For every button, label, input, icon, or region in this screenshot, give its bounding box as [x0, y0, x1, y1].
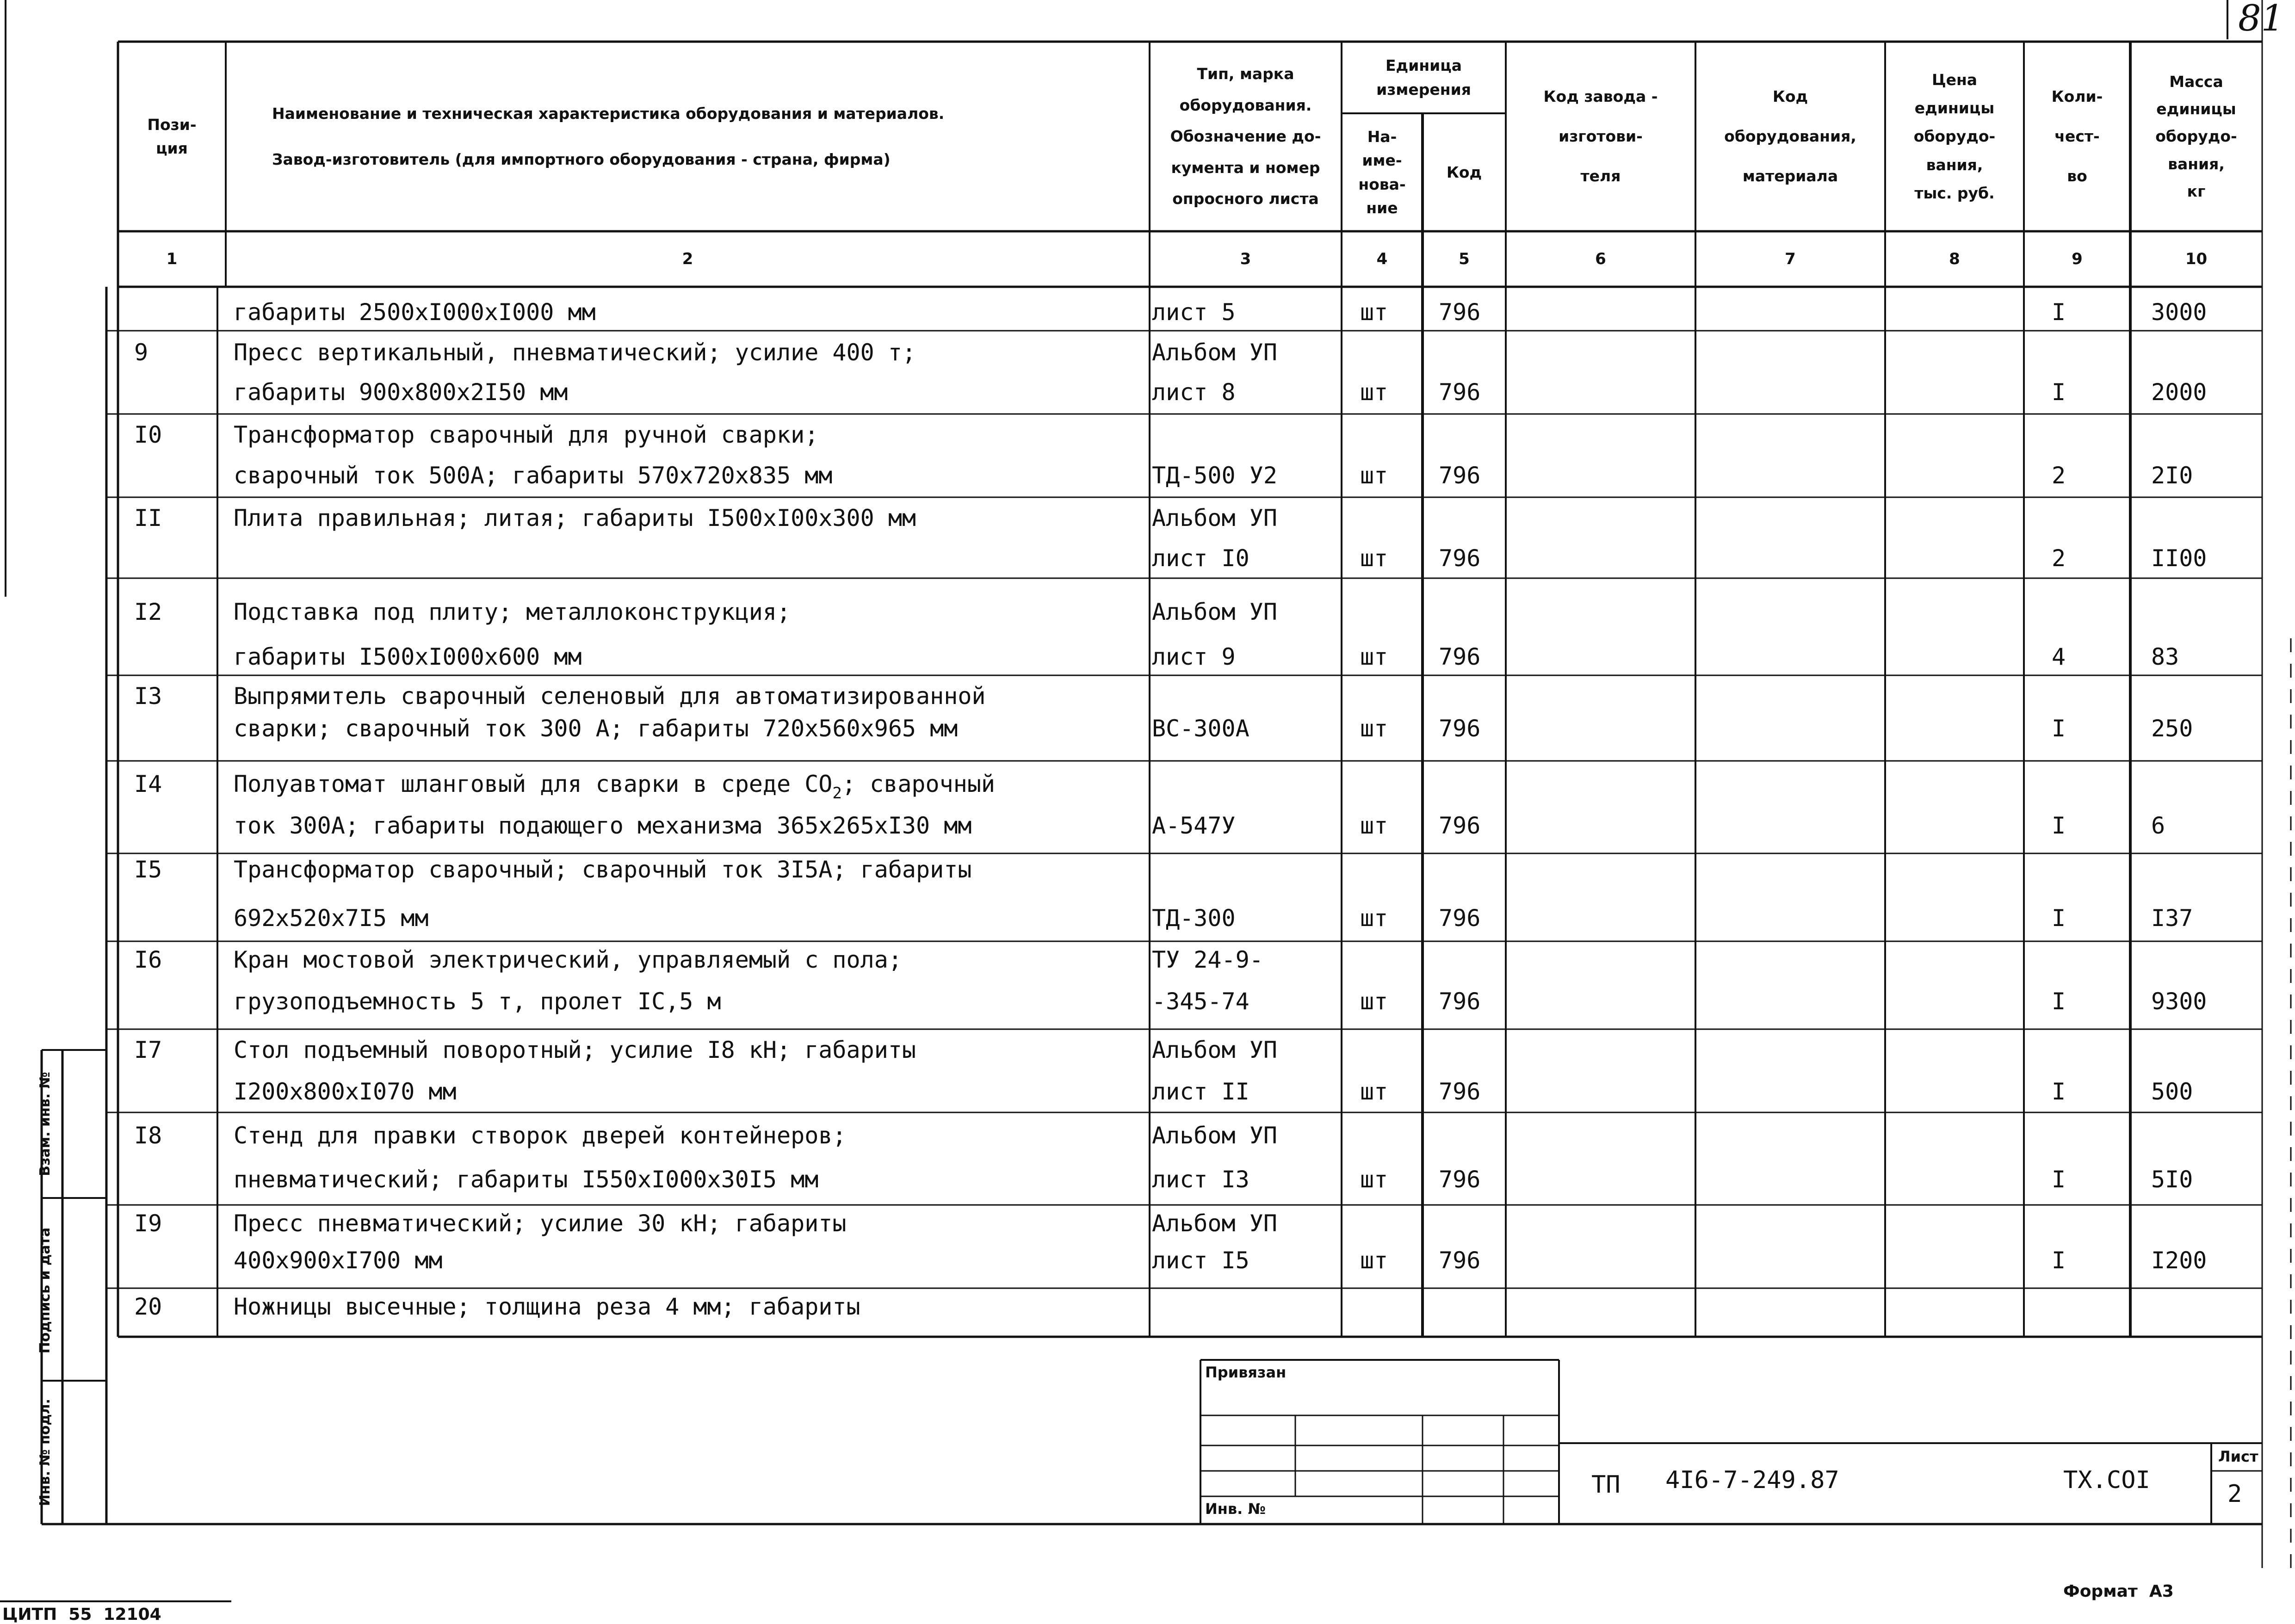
- cell-unit: шт: [1360, 1247, 1388, 1274]
- cell-position: I3: [134, 683, 162, 710]
- col-number: 3: [1240, 250, 1251, 268]
- cell-type: ВС-300А: [1152, 715, 1250, 742]
- cell-name: Трансформатор сварочный для ручной сварки;: [234, 421, 819, 448]
- header-factory-code: Код завода - изготови- теля: [1543, 87, 1658, 185]
- cell-quantity: I: [2052, 988, 2066, 1015]
- cell-quantity: I: [2052, 1078, 2066, 1105]
- header-unit-name: На- име- нова- ние: [1358, 128, 1406, 217]
- cell-type: лист II: [1152, 1078, 1250, 1105]
- cell-quantity: I: [2052, 905, 2066, 932]
- col-number: 6: [1595, 250, 1606, 268]
- cell-name: габариты 2500xI000xI000 мм: [234, 299, 596, 326]
- header-mass: Масса единицы оборудо- вания, кг: [2155, 72, 2237, 201]
- cell-name: Ножницы высечные; толщина реза 4 мм; габариты: [234, 1293, 860, 1320]
- cell-type: Альбом УП: [1152, 1210, 1277, 1237]
- footer-catalog-number: ЦИТП 55 12104: [2, 1605, 161, 1624]
- cell-unit: шт: [1360, 715, 1388, 742]
- cell-name: пневматический; габариты I550xI000x30I5 мм: [234, 1166, 819, 1193]
- cell-position: 20: [134, 1293, 162, 1320]
- cell-mass: 9300: [2151, 988, 2207, 1015]
- sheet-value: 2: [2227, 1480, 2242, 1508]
- cell-name: Стенд для правки створок дверей контейнеров;: [234, 1122, 847, 1149]
- cell-unit-code: 796: [1439, 299, 1481, 326]
- cell-unit: шт: [1360, 905, 1388, 932]
- title-block-inv-no: Инв. №: [1205, 1500, 1266, 1518]
- cell-mass: 250: [2151, 715, 2193, 742]
- cell-quantity: 2: [2052, 462, 2066, 489]
- cell-unit-code: 796: [1439, 988, 1481, 1015]
- col-number: 2: [682, 250, 693, 268]
- cell-quantity: I: [2052, 379, 2066, 406]
- cell-mass: 500: [2151, 1078, 2193, 1105]
- sheet-label: Лист: [2218, 1448, 2258, 1465]
- cell-unit-code: 796: [1439, 715, 1481, 742]
- cell-mass: 83: [2151, 643, 2179, 670]
- cell-mass: 2I0: [2151, 462, 2193, 489]
- cell-name: Трансформатор сварочный; сварочный ток 3I5А; габариты: [234, 856, 972, 883]
- cell-type: лист I3: [1152, 1166, 1250, 1193]
- header-price: Цена единицы оборудо- вания, тыс. руб.: [1913, 71, 1996, 202]
- cell-name: габариты I500xI000x600 мм: [234, 643, 582, 670]
- cell-position: I8: [134, 1122, 162, 1149]
- cell-mass: 6: [2151, 812, 2165, 839]
- cell-type: лист I0: [1152, 545, 1250, 572]
- cell-name: Плита правильная; литая; габариты I500xI00x300 мм: [234, 505, 916, 531]
- stamp-label-sign-date: Подпись и дата: [37, 1227, 53, 1354]
- cell-unit-code: 796: [1439, 545, 1481, 572]
- doc-number: 4I6-7-249.87: [1665, 1466, 1839, 1494]
- cell-position: I5: [134, 856, 162, 883]
- page-sheet-number: 81: [2238, 0, 2284, 39]
- cell-unit: шт: [1360, 299, 1388, 326]
- cell-type: ТД-300: [1152, 905, 1236, 932]
- cell-quantity: I: [2052, 715, 2066, 742]
- cell-unit: шт: [1360, 988, 1388, 1015]
- cell-unit: шт: [1360, 462, 1388, 489]
- col-number: 1: [166, 250, 178, 268]
- header-name: Наименование и техническая характеристика оборудования и материалов. Завод-изготовитель (для импортного оборудования - страна, фирма): [272, 105, 945, 168]
- cell-mass: I200: [2151, 1247, 2207, 1274]
- cell-unit-code: 796: [1439, 905, 1481, 932]
- cell-type: лист 9: [1152, 643, 1236, 670]
- title-block-privyazan: Привязан: [1205, 1364, 1287, 1381]
- cell-unit: шт: [1360, 379, 1388, 406]
- cell-unit: шт: [1360, 545, 1388, 572]
- cell-unit-code: 796: [1439, 1166, 1481, 1193]
- cell-unit-code: 796: [1439, 379, 1481, 406]
- cell-type: Альбом УП: [1152, 1122, 1277, 1149]
- cell-quantity: I: [2052, 1247, 2066, 1274]
- col-number: 9: [2072, 250, 2083, 268]
- doc-prefix: ТП: [1591, 1471, 1621, 1499]
- cell-name: [234, 772, 995, 801]
- cell-unit-code: 796: [1439, 1247, 1481, 1274]
- cell-type: ТД-500 У2: [1152, 462, 1277, 489]
- cell-name: грузоподъемность 5 т, пролет IC,5 м: [234, 988, 721, 1015]
- cell-mass: II00: [2151, 545, 2207, 572]
- cell-unit-code: 796: [1439, 1078, 1481, 1105]
- cell-name: сварки; сварочный ток 300 А; габариты 720x560x965 мм: [234, 715, 958, 742]
- header-position: Пози- ция: [147, 115, 197, 157]
- cell-quantity: 4: [2052, 643, 2066, 670]
- cell-type: -345-74: [1152, 988, 1250, 1015]
- doc-code: ТХ.COI: [2063, 1466, 2150, 1494]
- cell-position: I0: [134, 421, 162, 448]
- header-unit-group: Единица измерения: [1376, 56, 1471, 99]
- cell-unit-code: 796: [1439, 812, 1481, 839]
- cell-position: I7: [134, 1037, 162, 1063]
- cell-name: 400x900xI700 мм: [234, 1247, 443, 1274]
- col-number: 8: [1949, 250, 1960, 268]
- cell-name: Подставка под плиту; металлоконструкция;: [234, 599, 791, 625]
- cell-mass: 2000: [2151, 379, 2207, 406]
- cell-type: Альбом УП: [1152, 505, 1277, 531]
- cell-name: ток 300А; габариты подающего механизма 365x265xI30 мм: [234, 812, 972, 839]
- cell-position: I2: [134, 599, 162, 625]
- cell-unit-code: 796: [1439, 462, 1481, 489]
- col-number: 7: [1785, 250, 1796, 268]
- cell-name: Стол подъемный поворотный; усилие I8 кН; габариты: [234, 1037, 916, 1063]
- cell-name: I200x800xI070 мм: [234, 1078, 457, 1105]
- cell-position: I6: [134, 946, 162, 973]
- cell-quantity: I: [2052, 1166, 2066, 1193]
- cell-name: Кран мостовой электрический, управляемый с пола;: [234, 946, 902, 973]
- cell-mass: 3000: [2151, 299, 2207, 326]
- footer-format: Формат А3: [2063, 1582, 2174, 1601]
- cell-type: А-547У: [1152, 812, 1236, 839]
- cell-mass: I37: [2151, 905, 2193, 932]
- cell-type: Альбом УП: [1152, 339, 1277, 366]
- cell-name: сварочный ток 500А; габариты 570x720x835 мм: [234, 462, 833, 489]
- cell-name: Пресс пневматический; усилие 30 кН; габариты: [234, 1210, 847, 1237]
- header-equipment-code: Код оборудования, материала: [1724, 87, 1856, 185]
- cell-name: 692x520x7I5 мм: [234, 905, 429, 932]
- cell-unit-code: 796: [1439, 643, 1481, 670]
- cell-quantity: 2: [2052, 545, 2066, 572]
- cell-quantity: I: [2052, 299, 2066, 326]
- cell-type: ТУ 24-9-: [1152, 946, 1263, 973]
- cell-position: 9: [134, 339, 148, 366]
- cell-type: лист 5: [1152, 299, 1236, 326]
- cell-unit: шт: [1360, 1166, 1388, 1193]
- header-unit-code: Код: [1446, 163, 1482, 181]
- cell-position: I4: [134, 771, 162, 797]
- col-number: 4: [1376, 250, 1388, 268]
- col-number: 5: [1459, 250, 1470, 268]
- stamp-label-inv-orig: Инв. № подл.: [37, 1398, 53, 1507]
- cell-type: Альбом УП: [1152, 1037, 1277, 1063]
- cell-name-tail: ; сварочный: [841, 771, 996, 797]
- cell-quantity: I: [2052, 812, 2066, 839]
- header-quantity: Коли- чест- во: [2051, 87, 2103, 185]
- col-number: 10: [2185, 250, 2208, 268]
- cell-name: Выпрямитель сварочный селеновый для автоматизированной: [234, 683, 986, 710]
- header-type: Тип, марка оборудования. Обозначение до- кумента и номер опросного листа: [1170, 64, 1321, 208]
- cell-type: Альбом УП: [1152, 599, 1277, 625]
- cell-unit: шт: [1360, 812, 1388, 839]
- cell-type: лист I5: [1152, 1247, 1250, 1274]
- cell-position: I9: [134, 1210, 162, 1237]
- cell-name-subscript: 2: [832, 784, 842, 803]
- cell-unit: шт: [1360, 643, 1388, 670]
- cell-name-part: Полуавтомат шланговый для сварки в среде CO: [234, 771, 833, 797]
- cell-unit: шт: [1360, 1078, 1388, 1105]
- cell-position: II: [134, 505, 162, 531]
- cell-name: Пресс вертикальный, пневматический; усилие 400 т;: [234, 339, 916, 366]
- cell-type: лист 8: [1152, 379, 1236, 406]
- cell-name: габариты 900x800x2I50 мм: [234, 379, 568, 406]
- stamp-label-vzam-inv: Взам. инв. №: [37, 1072, 53, 1176]
- cell-mass: 5I0: [2151, 1166, 2193, 1193]
